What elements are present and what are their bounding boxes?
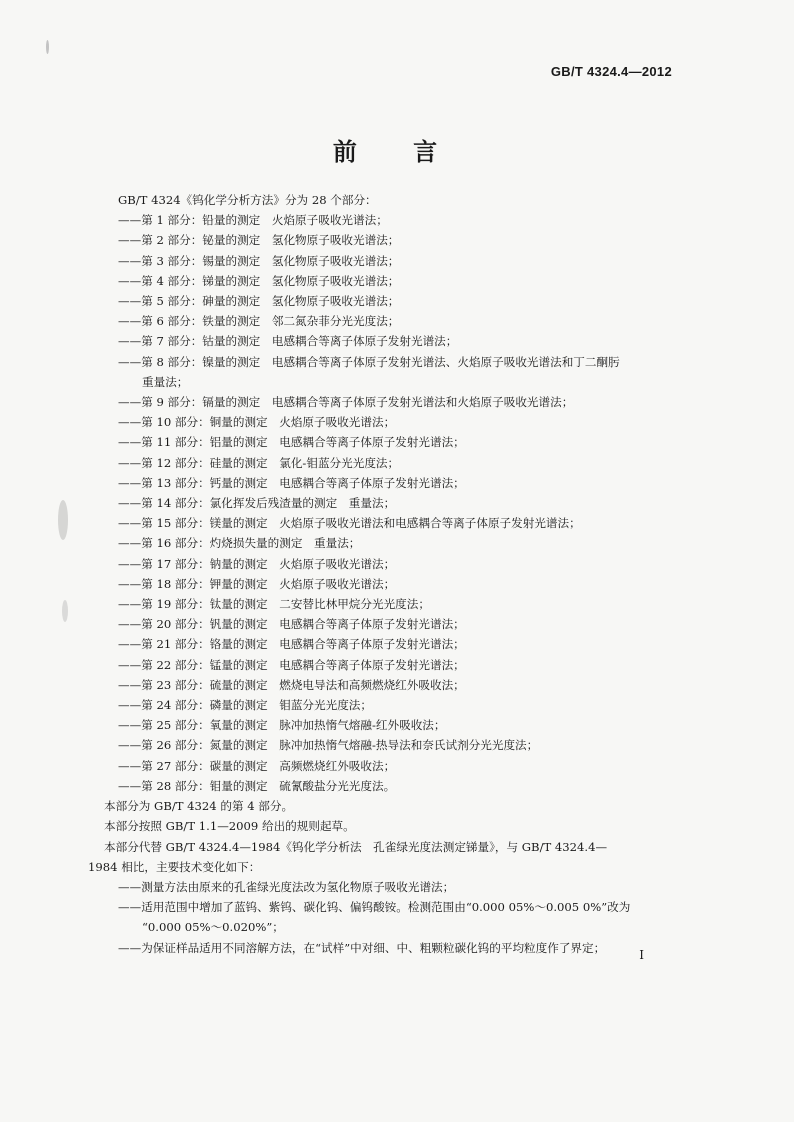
statement-drafting-rules: 本部分按照 GB/T 1.1—2009 给出的规则起草。 bbox=[104, 819, 355, 834]
list-item: ——第 6 部分：铁量的测定 邻二氮杂菲分光光度法； bbox=[118, 314, 400, 329]
list-item: ——第 26 部分：氮量的测定 脉冲加热惰气熔融-热导法和奈氏试剂分光光度法； bbox=[118, 738, 539, 753]
list-item: ——第 18 部分：钾量的测定 火焰原子吸收光谱法； bbox=[118, 576, 396, 591]
standard-number: GB/T 4324.4—2012 bbox=[550, 64, 672, 79]
parts-list bbox=[118, 210, 678, 796]
statement-part-number: 本部分为 GB/T 4324 的第 4 部分。 bbox=[104, 799, 294, 814]
list-item: ——第 4 部分：锑量的测定 氢化物原子吸收光谱法； bbox=[118, 273, 400, 288]
list-item: ——第 15 部分：镁量的测定 火焰原子吸收光谱法和电感耦合等离子体原子发射光谱法； bbox=[118, 516, 581, 531]
list-item: ——第 2 部分：铋量的测定 氢化物原子吸收光谱法； bbox=[118, 233, 400, 248]
list-item: ——第 21 部分：铬量的测定 电感耦合等离子体原子发射光谱法； bbox=[118, 637, 465, 652]
list-item: ——第 17 部分：钠量的测定 火焰原子吸收光谱法； bbox=[118, 556, 396, 571]
foreword-body bbox=[88, 190, 678, 958]
list-item: ——第 12 部分：硅量的测定 氯化-钼蓝分光光度法； bbox=[118, 455, 400, 470]
list-item: ——第 13 部分：钙量的测定 电感耦合等离子体原子发射光谱法； bbox=[118, 475, 465, 490]
list-item: ——第 23 部分：硫量的测定 燃烧电导法和高频燃烧红外吸收法； bbox=[118, 677, 465, 692]
list-item: ——第 25 部分：氧量的测定 脉冲加热惰气熔融-红外吸收法； bbox=[118, 718, 446, 733]
page-number: I bbox=[639, 948, 644, 962]
intro-paragraph: GB/T 4324《钨化学分析方法》分为 28 个部分： bbox=[118, 193, 377, 207]
list-item: ——第 5 部分：砷量的测定 氢化物原子吸收光谱法； bbox=[118, 294, 400, 309]
list-item: ——第 1 部分：铅量的测定 火焰原子吸收光谱法； bbox=[118, 213, 388, 228]
list-item: ——测量方法由原来的孔雀绿光度法改为氢化物原子吸收光谱法； bbox=[118, 879, 455, 894]
list-item: ——第 19 部分：钛量的测定 二安替比林甲烷分光光度法； bbox=[118, 597, 430, 612]
statement-replacement-continuation: 1984 相比，主要技术变化如下： bbox=[88, 859, 261, 874]
changes-list bbox=[118, 877, 678, 958]
scan-speck bbox=[46, 40, 49, 54]
scan-speck bbox=[58, 500, 68, 540]
list-item-continuation: “0.000 05%～0.020%”； bbox=[142, 920, 284, 935]
page-title: 前 言 bbox=[332, 138, 462, 166]
list-item: ——第 8 部分：镍量的测定 电感耦合等离子体原子发射光谱法、火焰原子吸收光谱法和丁二酮肟 bbox=[118, 354, 620, 369]
list-item: ——为保证样品适用不同溶解方法，在“试样”中对细、中、粗颗粒碳化钨的平均粒度作了界定； bbox=[118, 940, 606, 955]
list-item: ——第 27 部分：碳量的测定 高频燃烧红外吸收法； bbox=[118, 758, 396, 773]
list-item: ——第 16 部分：灼烧损失量的测定 重量法； bbox=[118, 536, 361, 551]
list-item: ——第 22 部分：锰量的测定 电感耦合等离子体原子发射光谱法； bbox=[118, 657, 465, 672]
list-item: ——第 28 部分：钼量的测定 硫氰酸盐分光光度法。 bbox=[118, 778, 396, 793]
scan-speck bbox=[62, 600, 68, 622]
list-item: ——第 7 部分：钴量的测定 电感耦合等离子体原子发射光谱法； bbox=[118, 334, 458, 349]
statement-replacement: 本部分代替 GB/T 4324.4—1984《钨化学分析法 孔雀绿光度法测定锑量》，与 GB/T 4324.4— bbox=[104, 839, 608, 854]
list-item: ——第 24 部分：磷量的测定 钼蓝分光光度法； bbox=[118, 698, 372, 713]
list-item: ——适用范围中增加了蓝钨、紫钨、碳化钨、偏钨酸铵。检测范围由“0.000 05%～0.005 0%”改为 bbox=[118, 900, 631, 915]
list-item-continuation: 重量法； bbox=[142, 374, 189, 389]
list-item: ——第 20 部分：钒量的测定 电感耦合等离子体原子发射光谱法； bbox=[118, 617, 465, 632]
list-item: ——第 10 部分：铜量的测定 火焰原子吸收光谱法； bbox=[118, 415, 396, 430]
list-item: ——第 3 部分：锡量的测定 氢化物原子吸收光谱法； bbox=[118, 253, 400, 268]
list-item: ——第 9 部分：镉量的测定 电感耦合等离子体原子发射光谱法和火焰原子吸收光谱法； bbox=[118, 395, 574, 410]
list-item: ——第 11 部分：铝量的测定 电感耦合等离子体原子发射光谱法； bbox=[118, 435, 465, 450]
list-item: ——第 14 部分：氯化挥发后残渣量的测定 重量法； bbox=[118, 496, 396, 511]
